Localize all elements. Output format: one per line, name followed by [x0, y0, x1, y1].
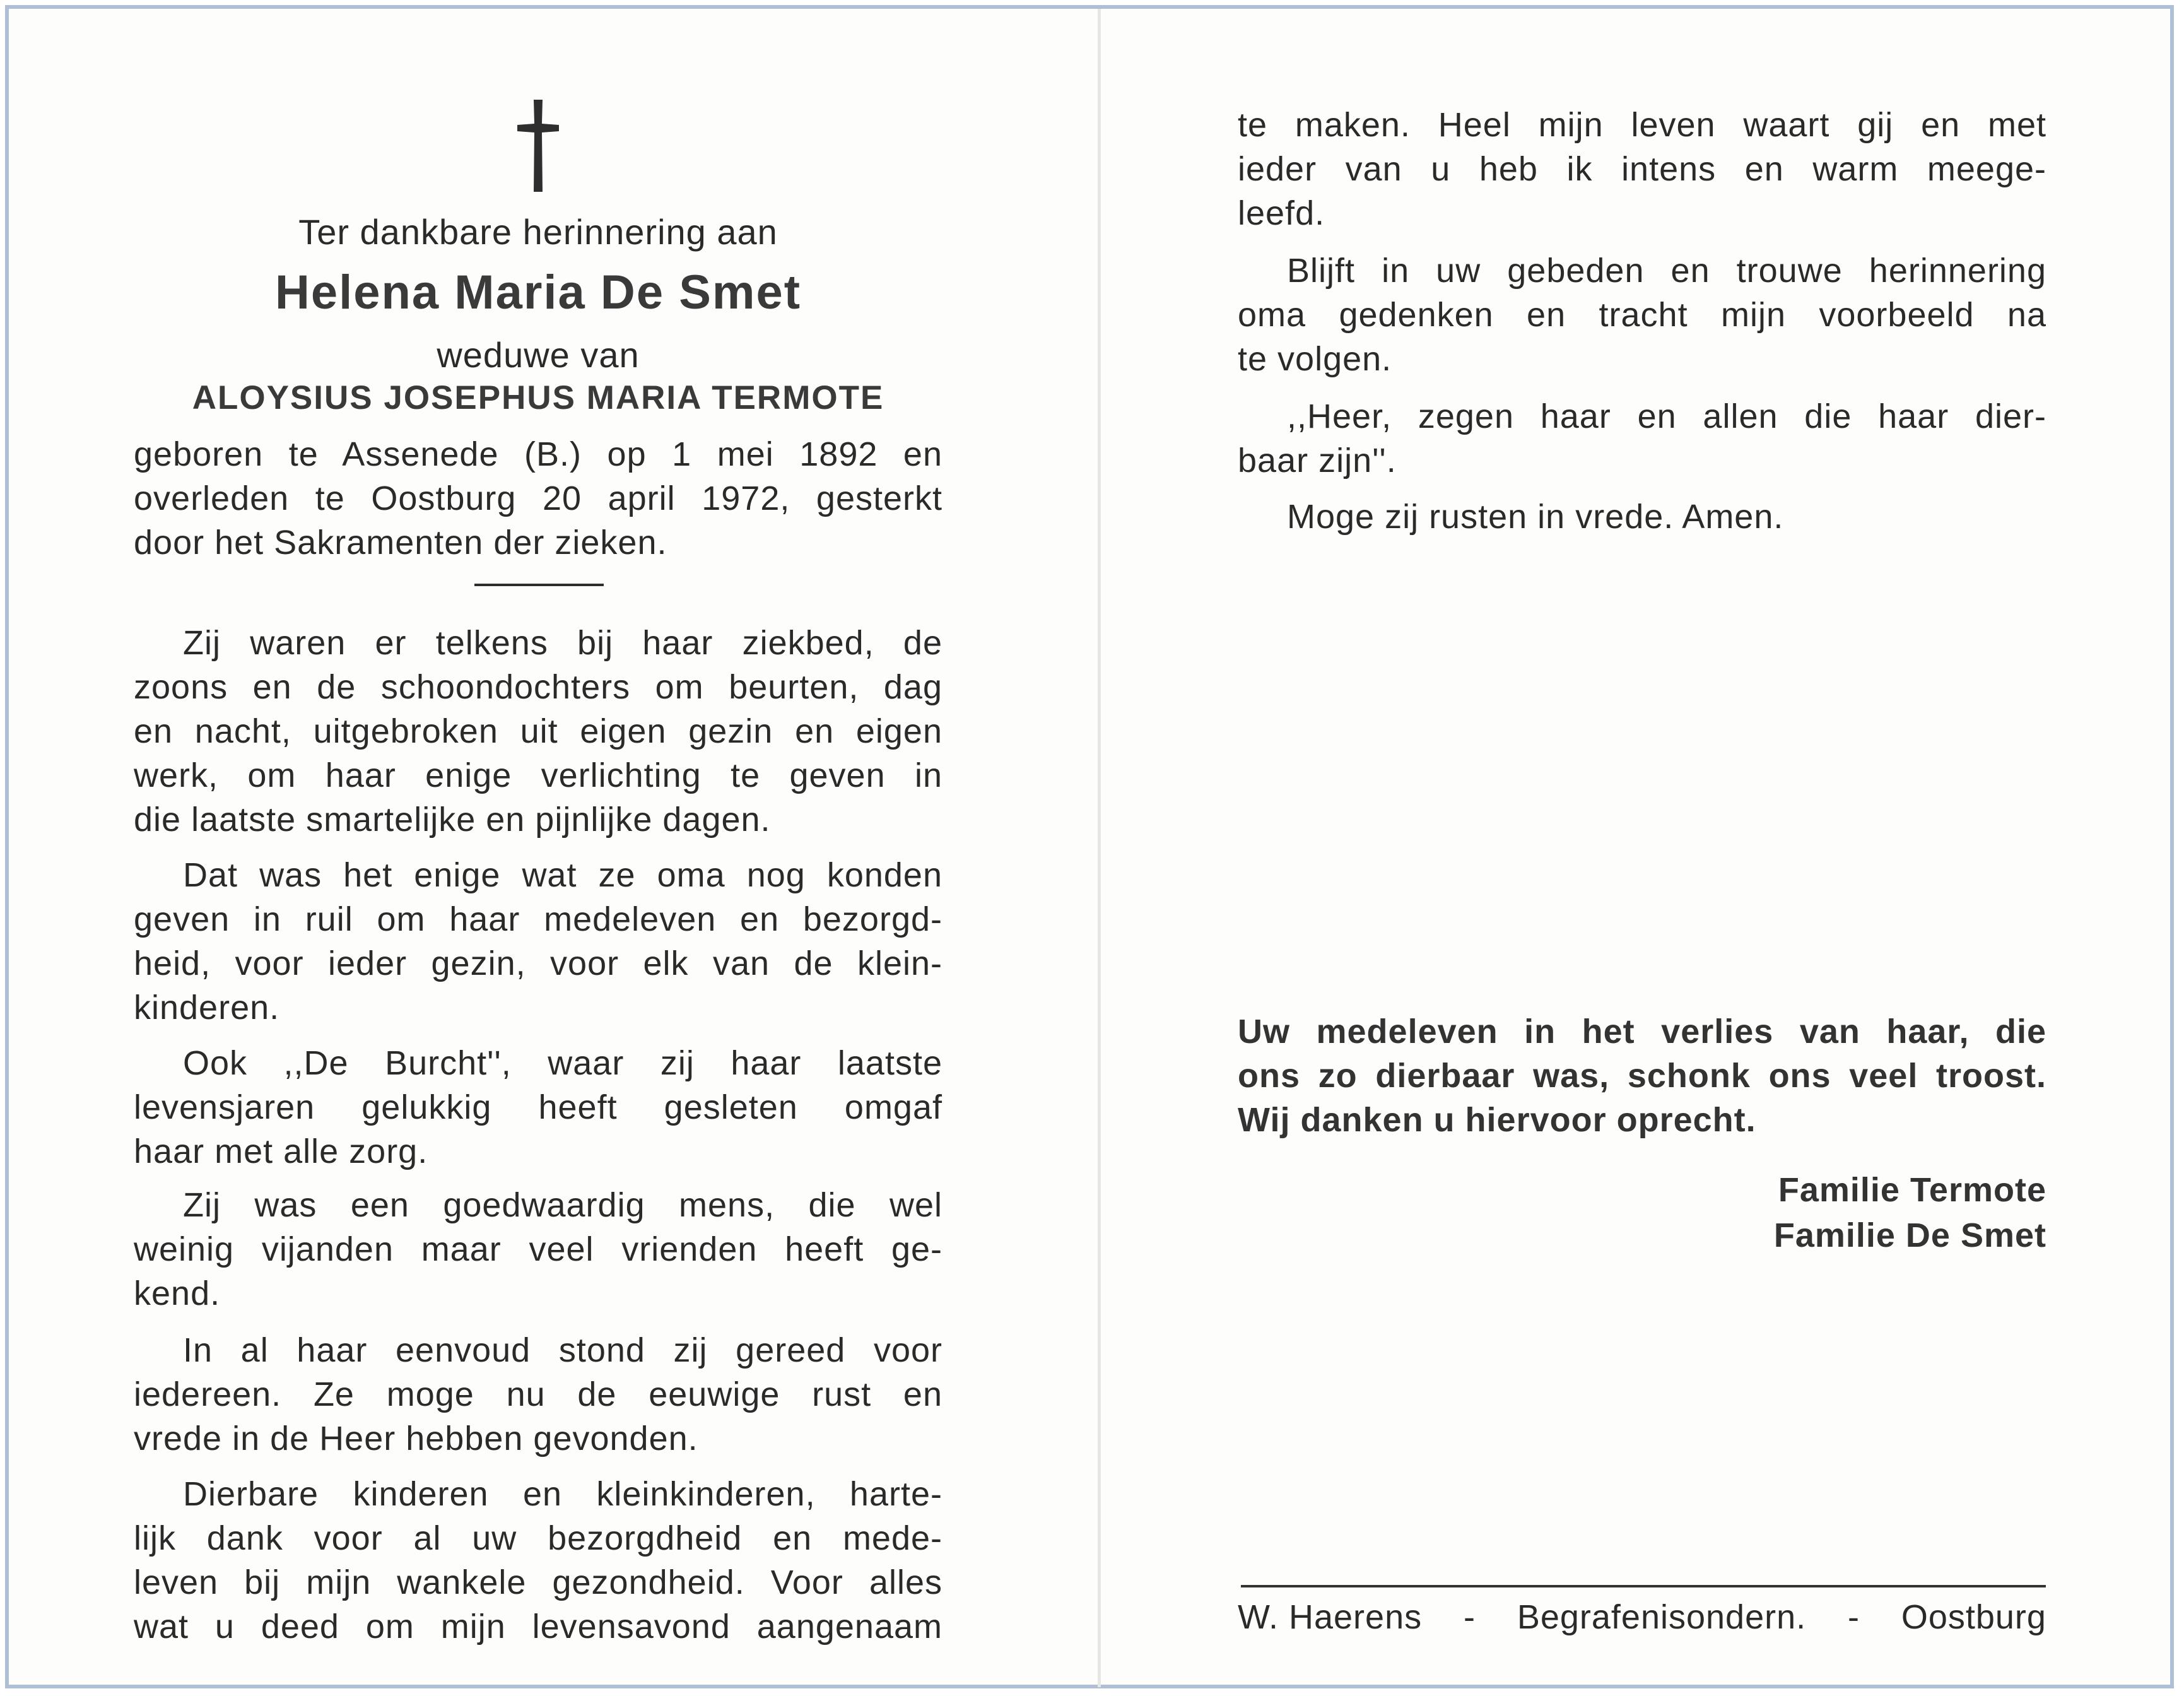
text-line: Dat was het enige wat ze oma nog konden — [183, 856, 942, 894]
town-name: Oostburg — [1901, 1598, 2046, 1636]
text-line: leven bij mijn wankele gezondheid. Voor alles — [134, 1564, 942, 1601]
text-line: Blijft in uw gebeden en trouwe herinnering — [1287, 252, 2046, 290]
text-line: te maken. Heel mijn leven waart gij en met — [1238, 106, 2046, 144]
text-line: Zij was een goedwaardig mens, die wel — [183, 1186, 942, 1224]
paragraph-sickbed — [134, 621, 942, 842]
divider — [474, 584, 604, 586]
text-line: Dierbare kinderen en kleinkinderen, harte- — [183, 1475, 942, 1513]
paragraph-grandchildren — [134, 853, 942, 1030]
text-line: vrede in de Heer hebben gevonden. — [134, 1420, 698, 1458]
family-signatures — [1668, 1167, 2046, 1258]
text-line: werk, om haar enige verlichting te geven in — [134, 757, 942, 794]
text-line: Wij danken u hiervoor oprecht. — [1238, 1101, 1756, 1139]
text-line: te volgen. — [1238, 340, 1392, 378]
text-line: ons zo dierbaar was, schonk ons veel troost. — [1238, 1057, 2046, 1095]
text-line: oma gedenken en tracht mijn voorbeeld na — [1238, 296, 2046, 334]
text-line: Moge zij rusten in vrede. Amen. — [1287, 498, 1784, 536]
paragraph-thanks-children — [134, 1472, 942, 1649]
text-line: ieder van u heb ik intens en warm meege- — [1238, 150, 2046, 188]
text-line: baar zijn''. — [1238, 442, 1397, 480]
memorial-intro: Ter dankbare herinnering aan — [298, 212, 778, 252]
text-line: haar met alle zorg. — [134, 1133, 428, 1170]
text-line: kend. — [134, 1275, 221, 1312]
text-line: levensjaren gelukkig heeft gesleten omgaf — [134, 1088, 942, 1126]
text-line: geven in ruil om haar medeleven en bezorgd- — [134, 900, 942, 938]
text-line: kinderen. — [134, 989, 280, 1027]
separator: - — [1463, 1598, 1476, 1636]
paragraph-character — [134, 1183, 942, 1316]
text-line: die laatste smartelijke en pijnlijke dagen. — [134, 801, 771, 839]
fold-line — [1098, 9, 1101, 1687]
text-line: en nacht, uitgebroken uit eigen gezin en eigen — [134, 712, 942, 750]
text-line: iedereen. Ze moge nu de eeuwige rust en — [134, 1375, 942, 1413]
footer-rule — [1241, 1585, 2046, 1587]
separator: - — [1847, 1598, 1860, 1636]
family-name: Familie Termote — [1778, 1171, 2046, 1209]
deceased-name: Helena Maria De Smet — [274, 266, 802, 319]
printer-name: W. Haerens — [1238, 1598, 1423, 1636]
text-line: geboren te Assenede (B.) op 1 mei 1892 en — [134, 435, 942, 473]
paragraph-de-burcht — [134, 1041, 942, 1174]
text-line: zoons en de schoondochters om beurten, dag — [134, 668, 942, 706]
text-line: heid, voor ieder gezin, voor elk van de klein- — [134, 945, 942, 982]
text-line: wat u deed om mijn levensavond aangenaam — [134, 1608, 942, 1646]
thanks-paragraph — [1238, 1010, 2046, 1142]
text-line: lijk dank voor al uw bezorgdheid en mede- — [134, 1519, 942, 1557]
cross-icon — [134, 100, 942, 194]
closing-prayer — [1238, 495, 2046, 539]
text-line: ,,Heer, zegen haar en allen die haar dier- — [1287, 398, 2046, 435]
paragraph-rest — [134, 1328, 942, 1461]
paragraph-blessing — [1238, 394, 2046, 483]
widow-of-label: weduwe van — [437, 335, 640, 375]
text-line: In al haar eenvoud stond zij gereed voor — [183, 1331, 942, 1369]
text-line: Uw medeleven in het verlies van haar, die — [1238, 1013, 2046, 1051]
text-line: door het Sakramenten der zieken. — [134, 524, 667, 562]
text-line: overleden te Oostburg 20 april 1972, gesterkt — [134, 480, 942, 517]
husband-name: ALOYSIUS JOSEPHUS MARIA TERMOTE — [192, 379, 884, 416]
paragraph-remember — [1238, 249, 2046, 381]
paragraph-life — [1238, 103, 2046, 235]
text-line: Zij waren er telkens bij haar ziekbed, de — [183, 624, 942, 662]
text-line: weinig vijanden maar veel vrienden heeft ge- — [134, 1230, 942, 1268]
business-type: Begrafenisondern. — [1517, 1598, 1807, 1636]
text-line: Ook ,,De Burcht'', waar zij haar laatste — [183, 1044, 942, 1082]
printer-footer — [1238, 1598, 2046, 1637]
text-line: leefd. — [1238, 194, 1325, 232]
birth-death-paragraph — [134, 432, 942, 565]
family-name: Familie De Smet — [1773, 1216, 2046, 1254]
